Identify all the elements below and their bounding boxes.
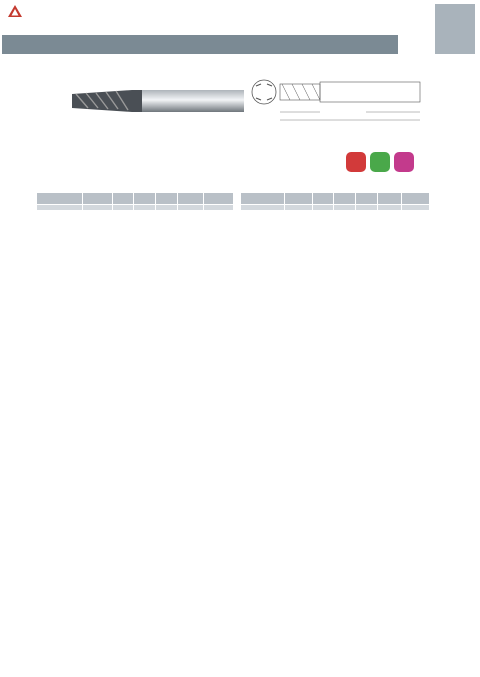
- subcol-l: [334, 205, 356, 211]
- subcol-lc: [112, 205, 134, 211]
- subcol-code: [241, 205, 285, 211]
- subcol-code: [37, 205, 83, 211]
- col-class: [204, 193, 234, 205]
- col-class: [402, 193, 430, 205]
- subcol-lc: [312, 205, 334, 211]
- mg10-badge: [346, 152, 366, 172]
- col-l2: [178, 193, 204, 205]
- col-dc: [82, 193, 112, 205]
- col-l: [134, 193, 156, 205]
- col-ds: [156, 193, 178, 205]
- col-code: [241, 193, 285, 205]
- subcol-class: [204, 205, 234, 211]
- feature-badges: [346, 152, 414, 172]
- end-mill-image: [72, 84, 246, 118]
- subcol-l2: [178, 205, 204, 211]
- subcol-dc: [82, 205, 112, 211]
- subcol-ds: [356, 205, 378, 211]
- dimension-drawing: [246, 70, 430, 130]
- product-title: [2, 35, 398, 54]
- subcol-dc: [284, 205, 312, 211]
- col-dc: [284, 193, 312, 205]
- subcol-l: [134, 205, 156, 211]
- flute-count-badge: [370, 152, 390, 172]
- col-l: [334, 193, 356, 205]
- col-lc: [312, 193, 334, 205]
- sidebar-title: [435, 4, 475, 54]
- spec-table-right: [240, 192, 430, 211]
- spec-table-left: [36, 192, 234, 211]
- helix-angle-badge: [394, 152, 414, 172]
- subcol-l2: [378, 205, 402, 211]
- col-code: [37, 193, 83, 205]
- subcol-class: [402, 205, 430, 211]
- col-l2: [378, 193, 402, 205]
- col-lc: [112, 193, 134, 205]
- yamato-logo-icon: [8, 5, 22, 17]
- subcol-ds: [156, 205, 178, 211]
- col-ds: [356, 193, 378, 205]
